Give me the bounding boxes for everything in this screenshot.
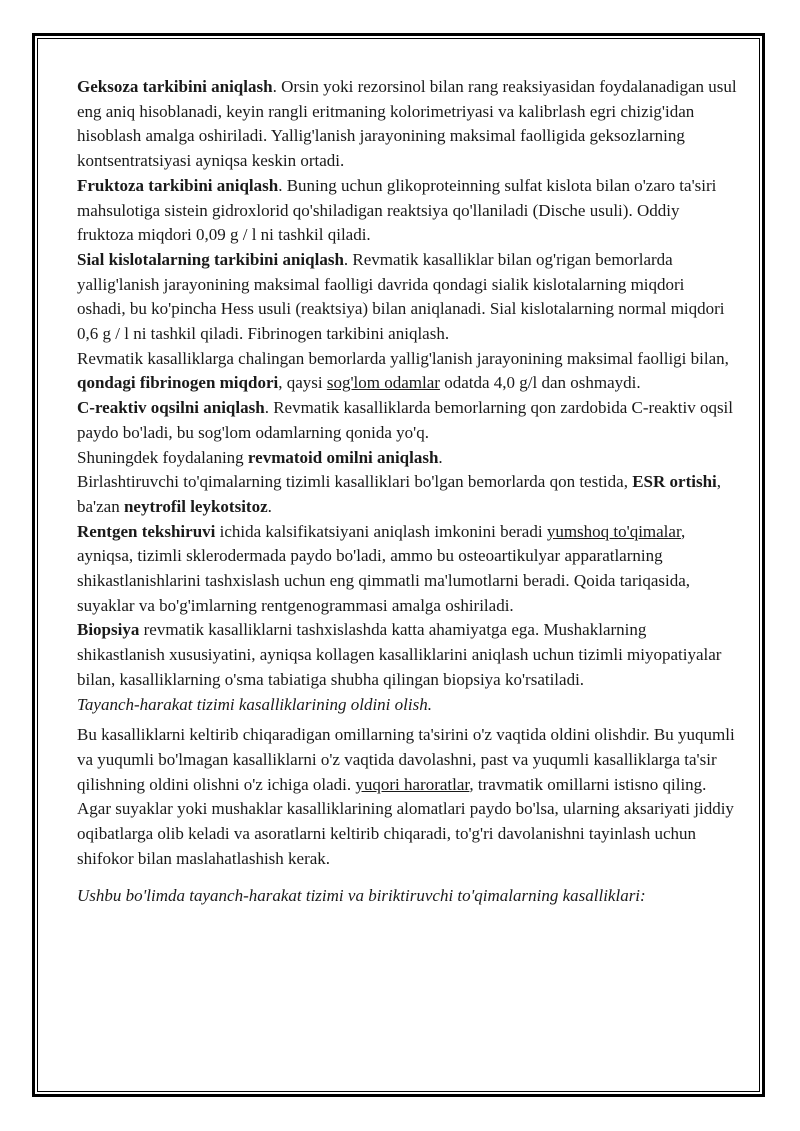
paragraph-fructose (77, 174, 737, 248)
section-heading-prevention: Tayanch-harakat tizimi kasalliklarining oldini olish. (77, 694, 432, 714)
paragraph-xray (77, 520, 737, 619)
link-high-temperatures[interactable]: yuqori haroratlar (355, 774, 470, 794)
text-esr-1: Birlashtiruvchi to'qimalarning tizimli kasalliklari bo'lgan bemorlarda qon testida, (77, 472, 633, 492)
paragraph-crp (77, 396, 737, 445)
paragraph-rheumatoid-factor (77, 446, 737, 471)
heading-xray: Rentgen tekshiruvi (77, 521, 216, 541)
bold-fibrinogen: qondagi fibrinogen miqdori (77, 373, 279, 393)
document-body (77, 75, 737, 908)
text-xray-1: ichida kalsifikatsiyani aniqlash imkonini beradi (215, 521, 547, 541)
heading-fructose: Fruktoza tarkibini aniqlash (77, 175, 279, 195)
text-esr-2: , ba'zan (77, 472, 721, 516)
text-prevention-2: , travmatik omillarni istisno qiling. (469, 774, 707, 794)
text-hexose: . Orsin yoki rezorsinol bilan rang reaksiyasidan foydalanadigan usul eng aniq hisoblanadi, keyin rangli eritmaning kolorimetriyasi va kalibrlash egri chizig'idan hisoblash amalga oshiriladi. Yallig'lanish jarayonining maksimal faolligida geksozlarning kontsentratsiyasi ayniqsa keskin ortadi. (77, 77, 737, 171)
text-xray-2: , ayniqsa, tizimli sklerodermada paydo bo'ladi, ammo bu osteoartikulyar apparatlarning shikastlanishlarini tashxislash uchun eng qimmatli ma'lumotlarni beradi. Qoida tariqasida, suyaklar va bo'g'imlarning rentgenogrammasi amalga oshiriladi. (77, 521, 691, 615)
link-soft-tissues[interactable]: yumshoq to'qimalar (546, 521, 681, 541)
text-rf-1: Shuningdek foydalaning (77, 447, 248, 467)
heading-biopsy: Biopsiya (77, 620, 140, 640)
bold-leukocytosis: neytrofil leykotsitoz (123, 496, 268, 516)
text-fibrinogen-1: Revmatik kasalliklarga chalingan bemorlarda yallig'lanish jarayonining maksimal faolligi bilan, (77, 348, 729, 368)
text-sialic: . Revmatik kasalliklar bilan og'rigan bemorlarda yallig'lanish jarayonining maksimal faolligi davrida qondagi sialik kislotalarning miqdori oshadi, bu ko'pincha Hess usuli (reaktsiya) bilan aniqlanadi. Sial kislotalarning normal miqdori 0,6 g / l ni tashkil qiladi. Fibrinogen tarkibini aniqlash. (77, 249, 725, 344)
paragraph-consult: Agar suyaklar yoki mushaklar kasalliklarining alomatlari paydo bo'lsa, ularning aksariyati jiddiy oqibatlarga olib keladi va asoratlarni keltirib chiqaradi, to'g'ri davolanishni tayinlash uchun shifokor bilan maslahatlashish kerak. (77, 799, 734, 868)
section-heading-diseases: Ushbu bo'limda tayanch-harakat tizimi va biriktiruvchi to'qimalarning kasalliklari: (77, 885, 646, 905)
text-crp: . Revmatik kasalliklarda bemorlarning qon zardobida C-reaktiv oqsil paydo bo'ladi, bu sog'lom odamlarning qonida yo'q. (77, 398, 734, 442)
bold-rf: revmatoid omilni aniqlash (247, 447, 439, 467)
text-esr-3: . (267, 496, 272, 516)
text-fibrinogen-2: , qaysi (278, 373, 327, 393)
paragraph-esr (77, 470, 737, 519)
bold-esr: ESR ortishi (632, 472, 717, 492)
heading-hexose: Geksoza tarkibini aniqlash (77, 77, 273, 96)
paragraph-hexose (77, 75, 737, 174)
paragraph-sialic (77, 248, 737, 347)
heading-sialic: Sial kislotalarning tarkibini aniqlash (77, 249, 344, 269)
link-healthy-people[interactable]: sog'lom odamlar (326, 373, 440, 393)
text-fibrinogen-3: odatda 4,0 g/l dan oshmaydi. (439, 373, 641, 393)
text-fructose: . Buning uchun glikoproteinning sulfat kislota bilan o'zaro ta'siri mahsulotiga sistein gidroxlorid qo'shiladigan reaktsiya qo'llaniladi (Dische usuli). Oddiy fruktoza miqdori 0,09 g / l ni tashkil qiladi. (77, 175, 717, 245)
paragraph-fibrinogen (77, 347, 737, 396)
text-prevention-1: Bu kasalliklarni keltirib chiqaradigan omillarning ta'sirini o'z vaqtida oldini olishdir. Bu yuqumli va yuqumli bo'lmagan kasalliklarni o'z vaqtida davolashni, past va yuqumli kasalliklarga ta'sir qilishning oldini olishni o'z ichiga oladi. (77, 725, 735, 794)
text-biopsy: revmatik kasalliklarni tashxislashda katta ahamiyatga ega. Mushaklarning shikastlanish xususiyatini, ayniqsa kollagen kasalliklarini aniqlash uchun tizimli miyopatiyalar bilan, kasalliklarning o'sma tabiatiga shubha qilingan biopsiya ko'rsatiladi. (77, 620, 722, 689)
paragraph-biopsy (77, 618, 737, 692)
heading-crp: C-reaktiv oqsilni aniqlash (77, 398, 265, 418)
text-rf-2: . (438, 447, 443, 467)
paragraph-prevention (77, 723, 737, 797)
